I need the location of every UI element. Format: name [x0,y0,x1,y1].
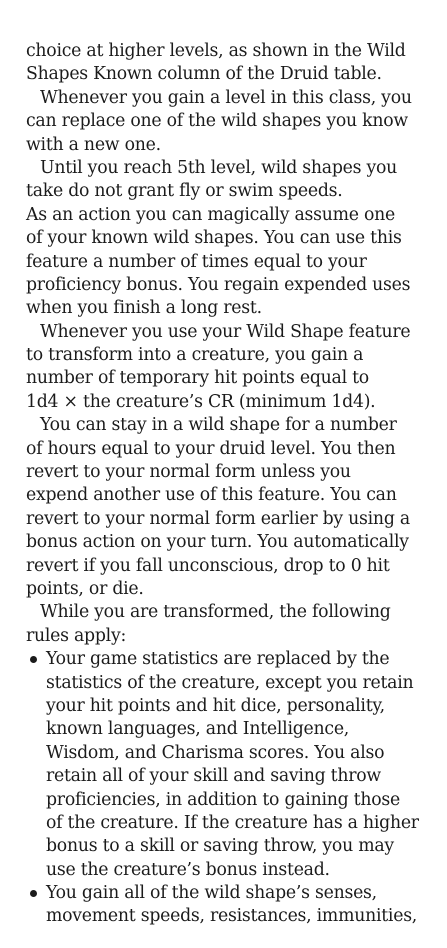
text-line: Whenever you gain a level in this class, you [40,87,412,108]
bullet-dot-icon [30,890,37,897]
list-item-line: movement speeds, resistances, immunities, [46,906,418,927]
paragraph [26,157,438,204]
list-item-line: statistics of the creature, except you retain [46,672,414,693]
paragraph [26,414,438,601]
paragraph [26,601,438,648]
bullet-list [26,648,438,929]
paragraph-container [26,40,438,648]
document-page [26,40,438,929]
list-item-line: Your game statistics are replaced by the [46,649,390,670]
list-item-line: bonus to a skill or saving throw, you may [46,836,394,857]
text-line: Shapes Known column of the Druid table. [26,64,382,85]
list-item-line: known languages, and Intelligence, [46,719,350,740]
list-item-line: your hit points and hit dice, personality, [46,695,385,716]
text-line: 1d4 × the creature’s CR (minimum 1d4). [26,391,376,412]
text-line: Until you reach 5th level, wild shapes you [40,157,398,178]
list-item-line: Wisdom, and Charisma scores. You also [46,742,385,763]
text-line: You can stay in a wild shape for a number [40,415,397,436]
list-item-line: proficiencies, in addition to gaining those [46,789,401,810]
text-line: proficiency bonus. You regain expended uses [26,274,411,295]
text-line: when you finish a long rest. [26,298,262,319]
text-line: can replace one of the wild shapes you know [26,111,408,132]
text-line: revert to your normal form earlier by using a [26,508,410,529]
paragraph [26,40,438,87]
list-item [26,882,438,929]
text-line: bonus action on your turn. You automatically [26,532,409,553]
text-line: points, or die. [26,578,144,599]
list-item-line: retain all of your skill and saving throw [46,766,381,787]
text-line: of your known wild shapes. You can use this [26,228,402,249]
text-line: with a new one. [26,134,161,155]
text-line: feature a number of times equal to your [26,251,367,272]
text-line: revert if you fall unconscious, drop to 0 hit [26,555,390,576]
text-line: Whenever you use your Wild Shape feature [40,321,411,342]
text-line: take do not grant fly or swim speeds. [26,181,343,202]
list-item [26,648,438,882]
text-line: expend another use of this feature. You can [26,485,397,506]
text-line: choice at higher levels, as shown in the Wild [26,41,406,61]
text-line: to transform into a creature, you gain a [26,345,364,366]
paragraph [26,321,438,415]
text-line: rules apply: [26,625,127,646]
paragraph [26,204,438,321]
list-item-line: You gain all of the wild shape’s senses, [46,883,377,904]
text-line: While you are transformed, the following [40,602,391,623]
list-item-line: of the creature. If the creature has a higher [46,812,419,833]
text-line: revert to your normal form unless you [26,462,351,483]
list-item-line: use the creature’s bonus instead. [46,859,330,880]
paragraph [26,87,438,157]
text-line: of hours equal to your druid level. You then [26,438,396,459]
text-line: As an action you can magically assume one [26,204,396,225]
text-line: number of temporary hit points equal to [26,368,369,389]
